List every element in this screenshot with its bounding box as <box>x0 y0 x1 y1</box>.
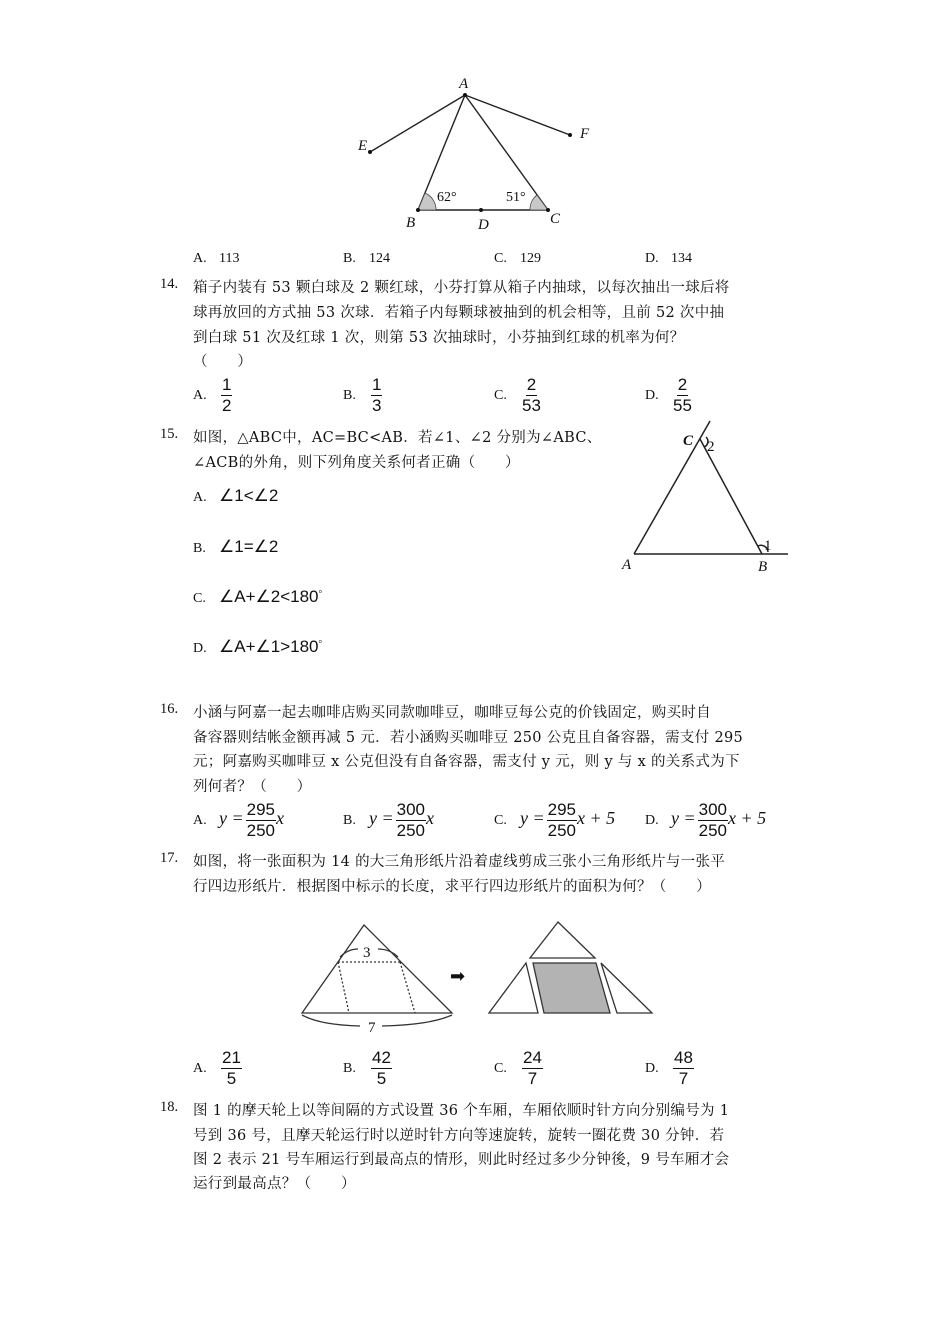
q16-text-line: 列何者？（ ） <box>193 779 312 795</box>
fraction: $\frac{1}{3}$ <box>372 375 382 415</box>
top-length-label: 3 <box>363 945 371 961</box>
q16-text-line: 备容器则结帐金额再减 5 元．若小涵购买咖啡豆 250 公克且自备容器，需支付 295 <box>193 730 744 746</box>
q17-text-line: 行四边形纸片．根据图中标示的长度，求平行四边形纸片的面积为何？（ ） <box>193 879 711 895</box>
q14-option-b[interactable]: B. $\frac{1}{3}$ <box>343 375 382 415</box>
q16-option-d[interactable]: D. y = $\frac{300}{250}$ x + 5 <box>645 800 767 840</box>
arrow-right-icon: ➡ <box>450 966 466 986</box>
label-A: A <box>459 76 469 92</box>
q16-option-a[interactable]: A. y = $\frac{295}{250}$ x <box>193 800 285 840</box>
q14-option-d[interactable]: D. $\frac{2}{55}$ <box>645 375 692 415</box>
q16-number: 16. <box>160 701 179 717</box>
q13-option-c[interactable]: C. 129 <box>494 251 541 266</box>
q14-text-line: 球再放回的方式抽 53 次球．若箱子内每颗球被抽到的机会相等，且前 52 次中抽 <box>193 305 725 321</box>
label-B: B <box>758 559 768 575</box>
q14-text-line: 箱子内装有 53 颗白球及 2 颗红球，小芬打算从箱子内抽球，以每次抽出一球后将 <box>193 280 730 296</box>
fraction: $\frac{42}{5}$ <box>372 1048 391 1088</box>
q14-answer-blank: （ ） <box>193 354 253 370</box>
q15-option-a[interactable]: A. ∠1<∠2 <box>193 486 279 505</box>
q14-text-line: 到白球 51 次及红球 1 次，则第 53 次抽球时，小芬抽到红球的机率为何？ <box>193 330 685 346</box>
label-F: F <box>580 126 590 142</box>
q18-text-line: 图 2 表示 21 号车厢运行到最高点的情形，则此时经过多少分钟後，9 号车厢才会 <box>193 1152 730 1168</box>
q18-text-line: 号到 36 号，且摩天轮运行时以逆时针方向等速旋转，旋转一圈花费 30 分钟．若 <box>193 1128 725 1144</box>
q17-option-c[interactable]: C. $\frac{24}{7}$ <box>494 1048 542 1088</box>
fraction: $\frac{48}{7}$ <box>674 1048 693 1088</box>
q15-number: 15. <box>160 426 179 442</box>
q17-number: 17. <box>160 850 179 866</box>
label-C: C <box>683 433 694 449</box>
q17-option-d[interactable]: D. $\frac{48}{7}$ <box>645 1048 693 1088</box>
q13-option-d[interactable]: D. 134 <box>645 251 692 266</box>
q15-option-c[interactable]: C. ∠A+∠2<180° <box>193 587 323 606</box>
label-D: D <box>478 217 489 233</box>
label-E: E <box>358 138 368 154</box>
fraction: $\frac{2}{53}$ <box>522 375 541 415</box>
q18-text-line: 运行到最高点？（ ） <box>193 1176 356 1192</box>
q17-option-b[interactable]: B. $\frac{42}{5}$ <box>343 1048 391 1088</box>
angle-1-label: 1 <box>764 538 772 554</box>
q13-option-b[interactable]: B. 124 <box>343 251 390 266</box>
label-C: C <box>550 211 561 227</box>
label-A: A <box>622 557 632 573</box>
q17-option-a[interactable]: A. $\frac{21}{5}$ <box>193 1048 241 1088</box>
q16-text-line: 小涵与阿嘉一起去咖啡店购买同款咖啡豆，咖啡豆每公克的价钱固定，购买时自 <box>193 705 711 721</box>
fraction: $\frac{2}{55}$ <box>673 375 692 415</box>
angle-2-label: 2 <box>707 439 715 455</box>
q15-option-b[interactable]: B. ∠1=∠2 <box>193 537 279 556</box>
q18-text-line: 图 1 的摩天轮上以等间隔的方式设置 36 个车厢，车厢依顺时针方向分别编号为 1 <box>193 1103 730 1119</box>
q14-option-c[interactable]: C. $\frac{2}{53}$ <box>494 375 541 415</box>
q16-option-b[interactable]: B. y = $\frac{300}{250}$ x <box>343 800 435 840</box>
angle-B-label: 62° <box>437 190 457 205</box>
q15-text-line: 如图，△ABC中，AC=BC<AB．若∠1、∠2 分别为∠ABC、 <box>193 430 602 446</box>
fraction: $\frac{1}{2}$ <box>222 375 232 415</box>
q13-option-a[interactable]: A. 113 <box>193 251 240 266</box>
q15-text-line: ∠ACB的外角，则下列角度关系何者正确（ ） <box>193 455 520 471</box>
fraction: $\frac{21}{5}$ <box>222 1048 241 1088</box>
q18-number: 18. <box>160 1099 179 1115</box>
bottom-length-label: 7 <box>368 1020 376 1036</box>
q13-triangle-figure <box>340 70 620 240</box>
q14-number: 14. <box>160 276 179 292</box>
fraction: $\frac{24}{7}$ <box>523 1048 542 1088</box>
q17-cut-triangle-figure <box>290 915 660 1040</box>
q16-option-c[interactable]: C. y = $\frac{295}{250}$ x + 5 <box>494 800 616 840</box>
q16-text-line: 元；阿嘉购买咖啡豆 x 公克但没有自备容器，需支付 y 元，则 y 与 x 的关系式为下 <box>193 754 740 770</box>
q15-triangle-figure <box>610 415 800 575</box>
q14-option-a[interactable]: A. $\frac{1}{2}$ <box>193 375 232 415</box>
angle-C-label: 51° <box>506 190 526 205</box>
q17-text-line: 如图，将一张面积为 14 的大三角形纸片沿着虚线剪成三张小三角形纸片与一张平 <box>193 854 726 870</box>
q15-option-d[interactable]: D. ∠A+∠1>180° <box>193 637 323 656</box>
label-B: B <box>406 215 416 231</box>
